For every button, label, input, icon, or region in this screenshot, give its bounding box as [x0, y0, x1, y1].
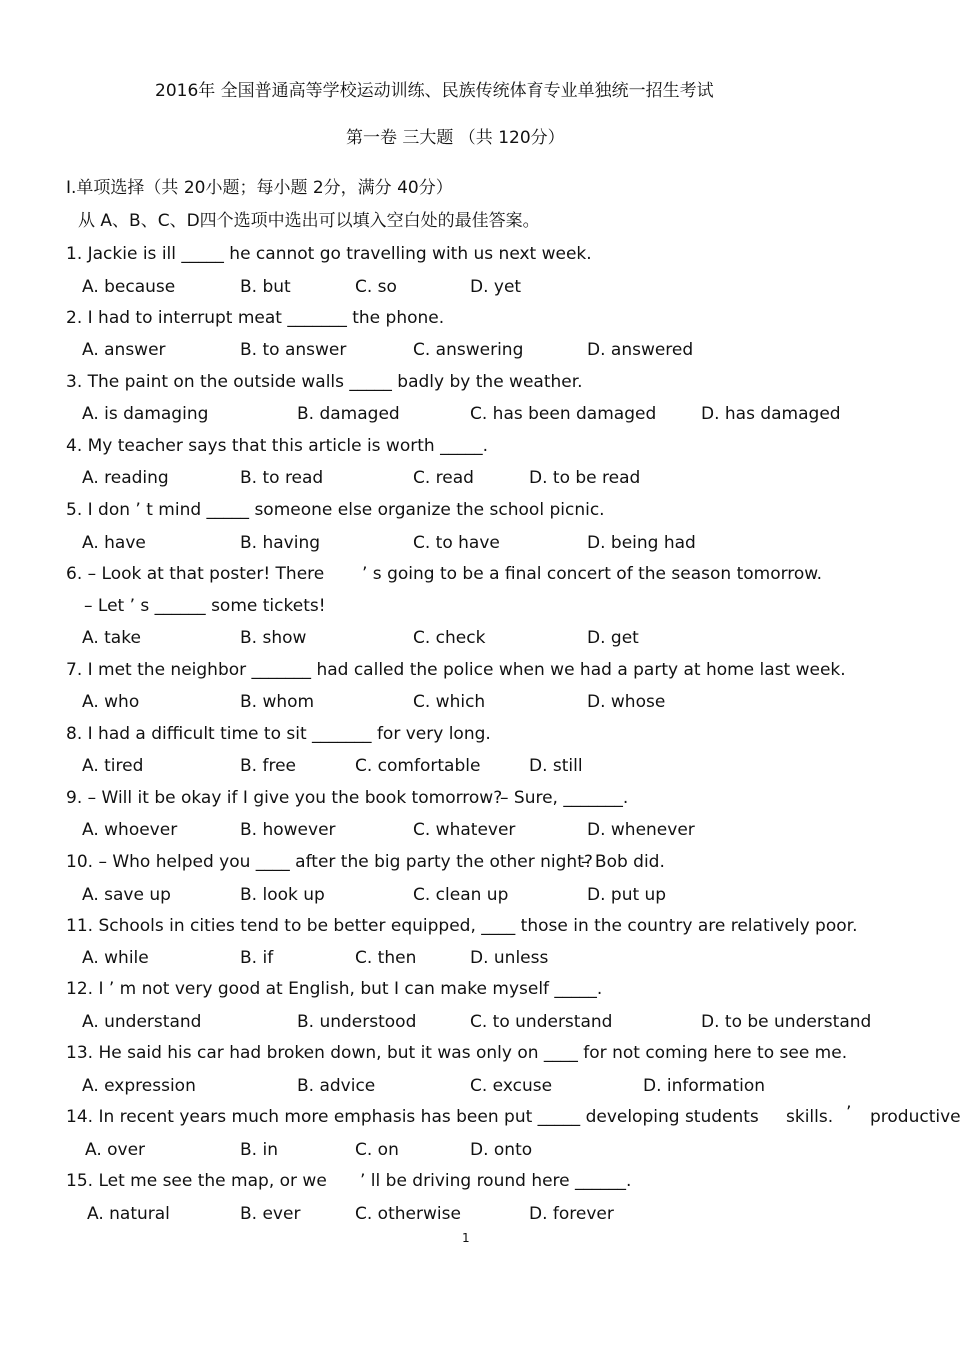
question-9-reply: – Sure, _______.: [500, 788, 629, 808]
q6-option-c: C. check: [413, 628, 486, 648]
question-14: 14. In recent years much more emphasis has been put _____ developing students: [66, 1107, 759, 1127]
q14-option-a: A. over: [85, 1140, 146, 1160]
question-13: 13. He said his car had broken down, but it was only on ____ for not coming here to see me.: [66, 1043, 848, 1063]
question-8: 8. I had a difficult time to sit _______ for very long.: [66, 724, 491, 744]
q15-option-d: D. forever: [529, 1204, 614, 1224]
q15-option-b: B. ever: [240, 1204, 301, 1224]
q13-option-a: A. expression: [82, 1076, 196, 1096]
q1-option-c: C. so: [355, 277, 397, 297]
q5-option-a: A. have: [82, 533, 146, 553]
q9-option-b: B. however: [240, 820, 336, 840]
question-12: 12. I ’ m not very good at English, but I can make myself _____.: [66, 979, 603, 999]
q3-option-d: D. has damaged: [701, 404, 841, 424]
q2-option-b: B. to answer: [240, 340, 347, 360]
q9-option-a: A. whoever: [82, 820, 178, 840]
q12-option-b: B. understood: [297, 1012, 417, 1032]
q6-option-d: D. get: [587, 628, 639, 648]
q12-option-c: C. to understand: [470, 1012, 613, 1032]
q4-option-a: A. reading: [82, 468, 169, 488]
question-1: 1. Jackie is ill _____ he cannot go travelling with us next week.: [66, 244, 592, 264]
q6-option-b: B. show: [240, 628, 307, 648]
q5-option-b: B. having: [240, 533, 321, 553]
question-11: 11. Schools in cities tend to be better equipped, ____ those in the country are relatively poor.: [66, 916, 858, 936]
q12-option-a: A. understand: [82, 1012, 202, 1032]
q1-option-b: B. but: [240, 277, 291, 297]
q2-option-c: C. answering: [413, 340, 524, 360]
question-14-cut: productive: [870, 1107, 961, 1127]
q11-option-b: B. if: [240, 948, 274, 968]
q3-option-b: B. damaged: [297, 404, 400, 424]
q15-option-c: C. otherwise: [355, 1204, 461, 1224]
q7-option-b: B. whom: [240, 692, 315, 712]
question-6-reply: – Let ’ s ______ some tickets!: [84, 596, 326, 616]
question-14-apostrophe: ’: [846, 1103, 852, 1123]
q12-option-d: D. to be understand: [701, 1012, 872, 1032]
question-10-reply: – Bob did.: [581, 852, 665, 872]
q1-option-a: A. because: [82, 277, 176, 297]
q15-option-a: A. natural: [87, 1204, 170, 1224]
q13-option-c: C. excuse: [470, 1076, 553, 1096]
question-5: 5. I don ’ t mind _____ someone else organize the school picnic.: [66, 500, 605, 520]
question-3: 3. The paint on the outside walls _____ badly by the weather.: [66, 372, 583, 392]
q8-option-c: C. comfortable: [355, 756, 481, 776]
q1-option-d: D. yet: [470, 277, 522, 297]
question-15: 15. Let me see the map, or we: [66, 1171, 327, 1191]
q2-option-d: D. answered: [587, 340, 694, 360]
q10-option-d: D. put up: [587, 885, 667, 905]
exam-title: 2016年 全国普通高等学校运动训练、民族传统体育专业单独统一招生考试: [155, 81, 714, 101]
page-number: 1: [462, 1231, 470, 1245]
question-7: 7. I met the neighbor _______ had called the police when we had a party at home last week.: [66, 660, 846, 680]
question-15-cont: ’ ll be driving round here ______.: [360, 1171, 632, 1191]
q8-option-b: B. free: [240, 756, 296, 776]
q9-option-d: D. whenever: [587, 820, 695, 840]
q4-option-c: C. read: [413, 468, 474, 488]
q14-option-c: C. on: [355, 1140, 399, 1160]
q8-option-a: A. tired: [82, 756, 144, 776]
exam-subtitle: 第一卷 三大题 （共 120分）: [346, 128, 565, 148]
q6-option-a: A. take: [82, 628, 141, 648]
q13-option-d: D. information: [643, 1076, 766, 1096]
question-4: 4. My teacher says that this article is worth _____.: [66, 436, 488, 456]
question-6: 6. – Look at that poster! There: [66, 564, 325, 584]
q10-option-a: A. save up: [82, 885, 171, 905]
question-6-cont: ’ s going to be a final concert of the season tomorrow.: [362, 564, 823, 584]
q5-option-c: C. to have: [413, 533, 500, 553]
question-9: 9. – Will it be okay if I give you the book tomorrow?: [66, 788, 503, 808]
section-instruction: 从 A、B、C、D四个选项中选出可以填入空白处的最佳答案。: [78, 211, 540, 231]
q7-option-d: D. whose: [587, 692, 666, 712]
q9-option-c: C. whatever: [413, 820, 516, 840]
q7-option-a: A. who: [82, 692, 140, 712]
section-heading: I.单项选择（共 20小题；每小题 2分，满分 40分）: [66, 178, 453, 198]
q13-option-b: B. advice: [297, 1076, 376, 1096]
question-2: 2. I had to interrupt meat _______ the phone.: [66, 308, 445, 328]
q7-option-c: C. which: [413, 692, 486, 712]
q3-option-a: A. is damaging: [82, 404, 209, 424]
q11-option-d: D. unless: [470, 948, 549, 968]
q11-option-c: C. then: [355, 948, 417, 968]
q4-option-d: D. to be read: [529, 468, 641, 488]
question-10: 10. – Who helped you ____ after the big party the other night?: [66, 852, 593, 872]
q11-option-a: A. while: [82, 948, 149, 968]
q4-option-b: B. to read: [240, 468, 324, 488]
q10-option-c: C. clean up: [413, 885, 509, 905]
q8-option-d: D. still: [529, 756, 583, 776]
q14-option-d: D. onto: [470, 1140, 533, 1160]
q10-option-b: B. look up: [240, 885, 325, 905]
q3-option-c: C. has been damaged: [470, 404, 657, 424]
q2-option-a: A. answer: [82, 340, 166, 360]
question-14-word: skills.: [786, 1107, 834, 1127]
q14-option-b: B. in: [240, 1140, 278, 1160]
q5-option-d: D. being had: [587, 533, 696, 553]
